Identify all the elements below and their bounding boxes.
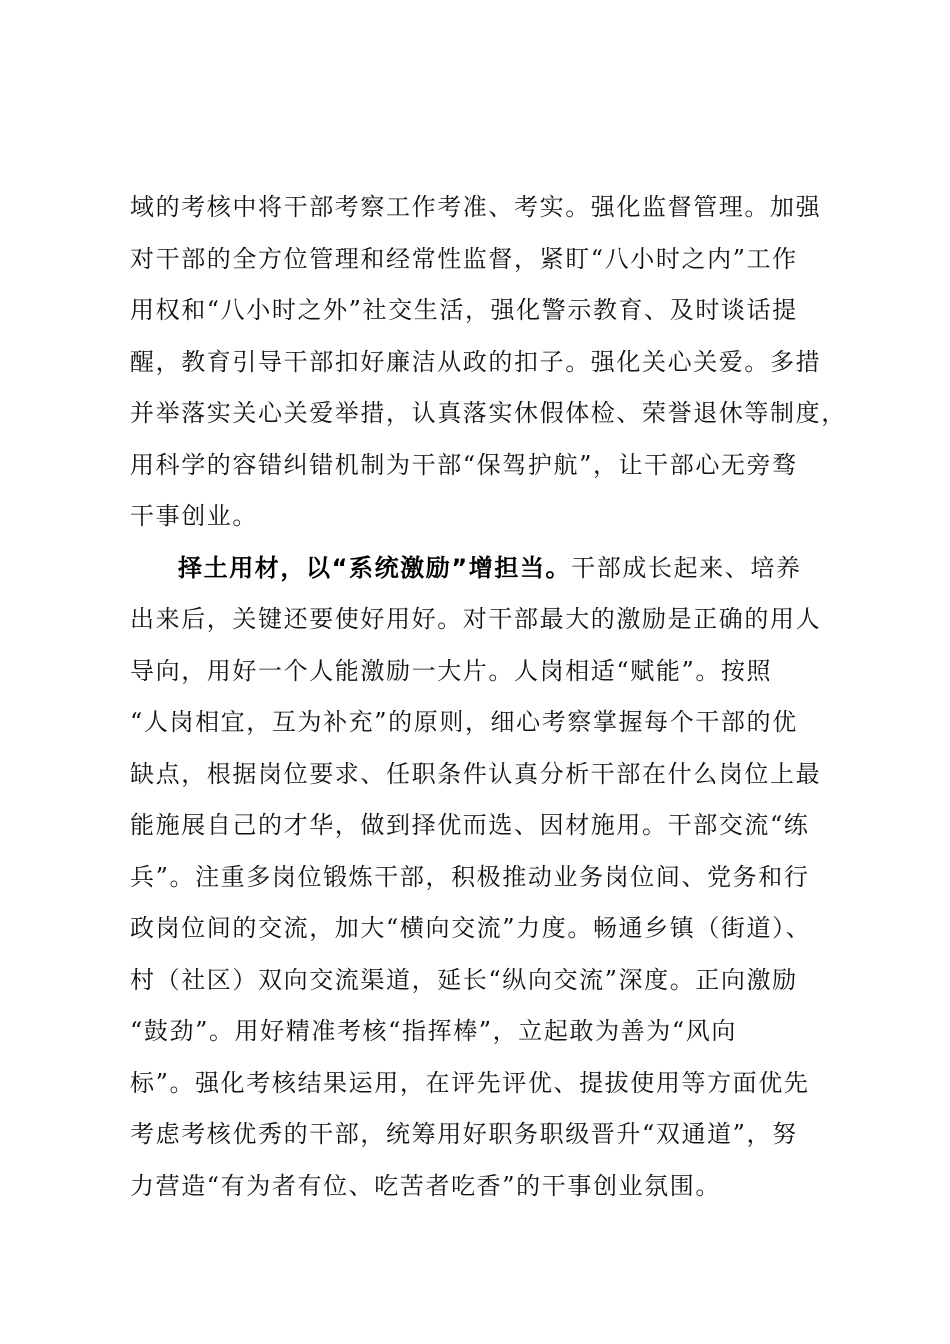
text-line: 能施展自己的才华，做到择优而选、因材施用。干部交流“练 (130, 811, 810, 839)
text-line: 并举落实关心关爱举措，认真落实休假体检、荣誉退休等制度， (130, 399, 847, 427)
text-line: 用权和“八小时之外”社交生活，强化警示教育、及时谈话提 (130, 296, 798, 324)
text-line: 村（社区）双向交流渠道，延长“纵向交流”深度。正向激励 (130, 965, 798, 994)
text-line: 干事创业。 (130, 502, 258, 530)
text-line: 力营造“有为者有位、吃苦者吃香”的干事创业氛围。 (130, 1171, 721, 1200)
text-line: 醒，教育引导干部扣好廉洁从政的扣子。强化关心关爱。多措 (130, 347, 822, 376)
paragraph-incentive (130, 543, 836, 1213)
text-line: 用科学的容错纠错机制为干部“保驾护航”，让干部心无旁骛 (130, 450, 798, 479)
text-line: 标”。强化考核结果运用，在评先评优、提拔使用等方面优先 (130, 1068, 810, 1097)
text-line: “鼓劲”。用好精准考核“指挥棒”，立起敢为善为“风向 (130, 1017, 737, 1045)
text-line: 导向，用好一个人能激励一大片。人岗相适“赋能”。按照 (130, 656, 773, 685)
section-heading: 择土用材，以“系统激励”增担当。 (178, 553, 572, 582)
text-line: 考虑考核优秀的干部，统筹用好职务职级晋升“双通道”，努 (130, 1120, 798, 1148)
text-line: 缺点，根据岗位要求、任职条件认真分析干部在什么岗位上最 (130, 759, 822, 788)
text-line: 出来后，关键还要使好用好。对干部最大的激励是正确的用人 (130, 605, 822, 633)
paragraph-first-line (130, 543, 836, 595)
text-line: 对干部的全方位管理和经常性监督，紧盯“八小时之内”工作 (130, 244, 798, 273)
text-line: 域的考核中将干部考察工作考准、考实。强化监督管理。加强 (130, 193, 822, 221)
text-line: 兵”。注重多岗位锻炼干部，积极推动业务岗位间、党务和行 (130, 862, 810, 891)
text-run: 干部成长起来、培养 (571, 553, 802, 582)
text-line: 政岗位间的交流，加大“横向交流”力度。畅通乡镇（街道）、 (130, 914, 812, 942)
paragraph-supervision (130, 182, 847, 543)
document-body (130, 182, 847, 1212)
text-line: “人岗相宜，互为补充”的原则，细心考察掌握每个干部的优 (130, 708, 798, 736)
